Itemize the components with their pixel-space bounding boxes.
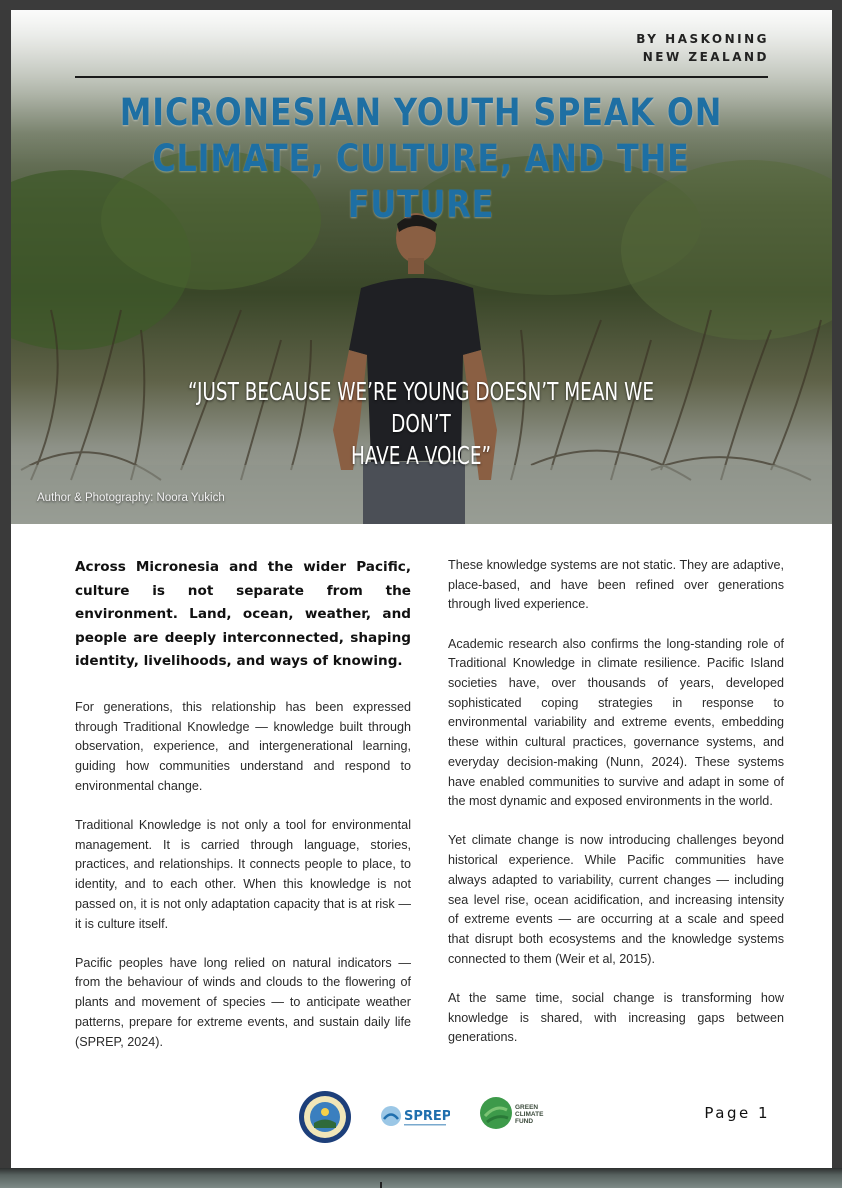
body-paragraph: Yet climate change is now introducing challenges beyond historical experience. While Pacific communities have always adapted to variability, current changes — including sea level rise, ocean acidification, and increasing intensity of extreme events — are occurring at a scale and speed that disrupt both ecosystems and the knowledge systems connected to them (Weir et al, 2015). [448,833,784,966]
sprep-wordmark: SPREP [404,1109,450,1124]
government-seal-logo [298,1090,352,1144]
lead-paragraph: Across Micronesia and the wider Pacific, culture is not separate from the environment. Land, ocean, weather, and people are deeply interconnected, shaping identity, livelihoods, and ways of knowing. [75,559,411,670]
body-paragraph: Academic research also confirms the long-standing role of Traditional Knowledge in climate resilience. Pacific Island societies have, over thousands of years, developed sophisticated coping strategies in response to environmental variability and extreme events, embedding these within cultural practices, governance systems, and everyday decision-making (Nunn, 2024). These systems have enabled communities to survive and adapt in some of the most dynamic and exposed environments in the world. [448,636,784,809]
quote-line-1: “JUST BECAUSE WE’RE YOUNG DOESN’T MEAN WE DON’T [188,377,654,438]
gcf-wordmark: GREEN CLIMATE FUND [515,1104,544,1125]
body-paragraph: At the same time, social change is transforming how knowledge is shared, with increasing gaps between generations. [448,990,784,1045]
quote-line-2: HAVE A VOICE” [350,441,492,470]
page-number: Page 1 [704,1104,770,1122]
strip-mark [380,1182,382,1188]
sprep-logo [380,1104,450,1134]
left-column [75,556,411,1072]
title-line-1: MICRONESIAN YOUTH SPEAK ON [119,91,723,134]
right-column [448,556,784,1067]
byline-line-2: NEW ZEALAND [642,50,769,64]
body-paragraph: These knowledge systems are not static. They are adaptive, place-based, and have been refined over generations through lived experience. [448,558,784,612]
body-paragraph: Traditional Knowledge is not only a tool for environmental management. It is carried through language, stories, practices, and relationships. It connects people to place, to identity, and to each other. When this knowledge is not passed on, it is not only adaptation capacity that is at risk — it is culture itself. [75,817,411,931]
byline [636,30,769,66]
byline-line-1: BY HASKONING [636,32,769,46]
green-climate-fund-logo [479,1096,544,1134]
pull-quote [167,376,675,472]
photo-credit: Author & Photography: Noora Yukich [37,492,225,504]
hero-photo [11,10,832,524]
title-line-2: CLIMATE, CULTURE, AND THE FUTURE [152,137,690,226]
title-divider [75,76,768,78]
window-top-bar [0,0,842,10]
document-page [11,10,832,1168]
page-title [103,90,739,228]
body-paragraph: For generations, this relationship has been expressed through Traditional Knowledge — knowledge built through observation, experience, and intergenerational learning, guiding how communities understand and respond to environmental change. [75,699,411,793]
body-paragraph: Pacific peoples have long relied on natural indicators — from the behaviour of winds and clouds to the flowering of plants and movement of species — to anticipate weather patterns, prepare for extreme events, and sustain daily life (SPREP, 2024). [75,955,411,1049]
window-bottom-strip [0,1168,842,1188]
